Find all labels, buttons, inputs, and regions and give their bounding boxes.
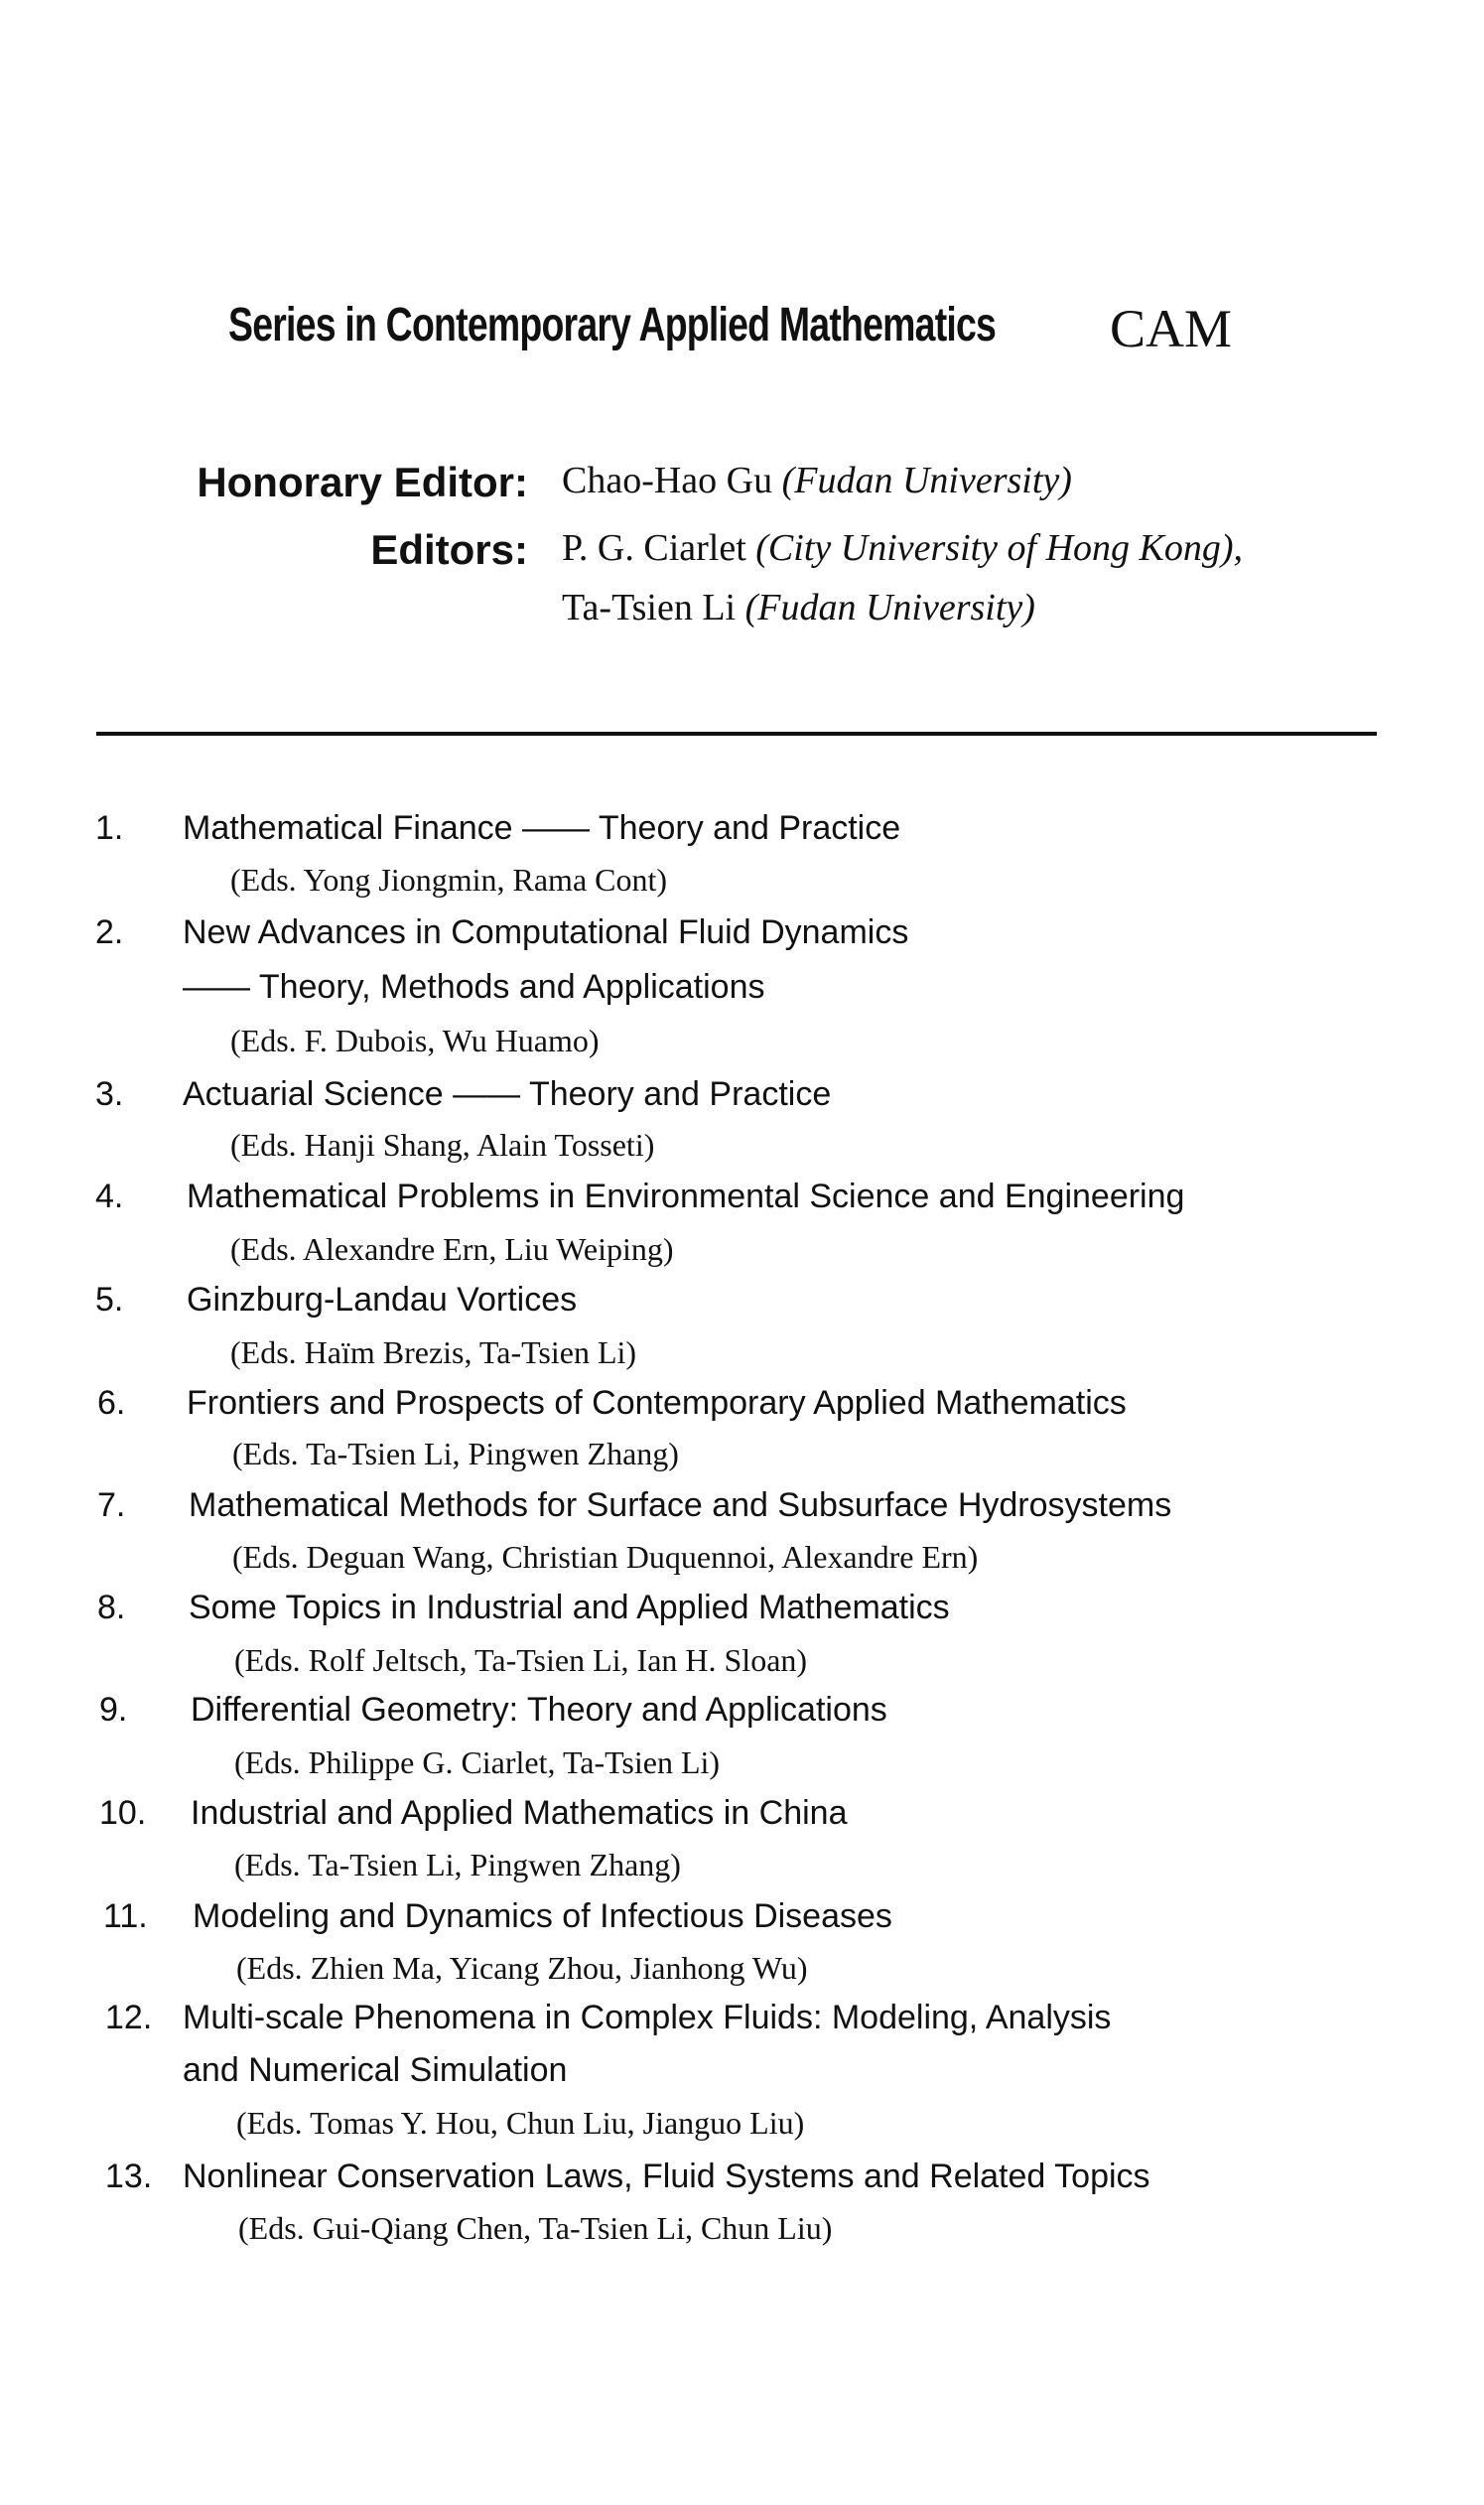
editor-1 — [562, 526, 1243, 570]
volume-title: Industrial and Applied Mathematics in China — [191, 1794, 848, 1832]
honorary-editor-label: Honorary Editor: — [197, 459, 528, 505]
honorary-editor — [562, 459, 1072, 502]
volume-editors: (Eds. F. Dubois, Wu Huamo) — [230, 1023, 600, 1058]
volume-editors: (Eds. Ta-Tsien Li, Pingwen Zhang) — [232, 1436, 679, 1471]
editors-label: Editors: — [370, 526, 528, 573]
volume-number: 13. — [105, 2157, 153, 2195]
editor-1-name: P. G. Ciarlet — [562, 527, 746, 569]
series-title: Series in Contemporary Applied Mathematics — [228, 299, 997, 351]
volume-editors: (Eds. Gui-Qiang Chen, Ta-Tsien Li, Chun Liu) — [238, 2210, 833, 2246]
volume-editors: (Eds. Deguan Wang, Christian Duquennoi, Alexandre Ern) — [232, 1539, 979, 1575]
honorary-editor-name: Chao-Hao Gu — [562, 460, 773, 501]
volume-title: Mathematical Finance —— Theory and Practice — [183, 809, 901, 847]
volume-editors: (Eds. Zhien Ma, Yicang Zhou, Jianhong Wu) — [236, 1950, 808, 1986]
volume-title: Nonlinear Conservation Laws, Fluid Systems and Related Topics — [183, 2157, 1150, 2195]
volume-subtitle: —— Theory, Methods and Applications — [183, 968, 765, 1006]
volume-editors: (Eds. Ta-Tsien Li, Pingwen Zhang) — [234, 1847, 681, 1882]
volume-title: Differential Geometry: Theory and Applications — [191, 1691, 887, 1729]
volume-number: 8. — [97, 1589, 126, 1626]
volume-number: 3. — [95, 1075, 124, 1113]
volume-title: Ginzburg-Landau Vortices — [187, 1281, 578, 1319]
editor-2 — [562, 586, 1035, 629]
volume-editors: (Eds. Haïm Brezis, Ta-Tsien Li) — [230, 1334, 637, 1370]
volume-editors: (Eds. Alexandre Ern, Liu Weiping) — [230, 1231, 674, 1267]
volume-title-continued: and Numerical Simulation — [183, 2051, 568, 2089]
volume-editors: (Eds. Rolf Jeltsch, Ta-Tsien Li, Ian H. Sloan) — [234, 1642, 808, 1678]
volume-title: Actuarial Science —— Theory and Practice — [183, 1075, 832, 1113]
volume-title: Mathematical Problems in Environmental Science and Engineering — [187, 1178, 1185, 1215]
volume-number: 2. — [95, 913, 124, 951]
divider-rule — [96, 732, 1377, 736]
volume-number: 11. — [103, 1897, 148, 1935]
volume-editors: (Eds. Hanji Shang, Alain Tosseti) — [230, 1127, 655, 1163]
volume-title: Modeling and Dynamics of Infectious Diseases — [193, 1897, 892, 1935]
volume-editors: (Eds. Philippe G. Ciarlet, Ta-Tsien Li) — [234, 1744, 721, 1780]
volume-title: Multi-scale Phenomena in Complex Fluids: Modeling, Analysis — [183, 1999, 1112, 2036]
volume-number: 9. — [99, 1691, 128, 1729]
volume-editors: (Eds. Yong Jiongmin, Rama Cont) — [230, 862, 668, 898]
volume-title: Frontiers and Prospects of Contemporary Applied Mathematics — [187, 1384, 1127, 1422]
volume-editors: (Eds. Tomas Y. Hou, Chun Liu, Jianguo Liu) — [236, 2105, 805, 2141]
volume-title: Mathematical Methods for Surface and Subsurface Hydrosystems — [189, 1486, 1172, 1524]
volume-number: 6. — [97, 1384, 126, 1422]
editor-1-affiliation: (City University of Hong Kong), — [755, 527, 1244, 569]
volume-number: 4. — [95, 1178, 124, 1215]
volume-number: 7. — [97, 1486, 126, 1524]
series-abbreviation: CAM — [1110, 299, 1233, 358]
editor-2-name: Ta-Tsien Li — [562, 587, 737, 628]
volume-number: 10. — [99, 1794, 147, 1832]
volume-number: 12. — [105, 1999, 153, 2036]
volume-number: 1. — [95, 809, 124, 847]
honorary-editor-affiliation: (Fudan University) — [781, 460, 1072, 501]
editor-2-affiliation: (Fudan University) — [744, 587, 1035, 628]
volume-number: 5. — [95, 1281, 124, 1319]
volume-title: Some Topics in Industrial and Applied Mathematics — [189, 1589, 950, 1626]
volume-title: New Advances in Computational Fluid Dynamics — [183, 913, 909, 951]
